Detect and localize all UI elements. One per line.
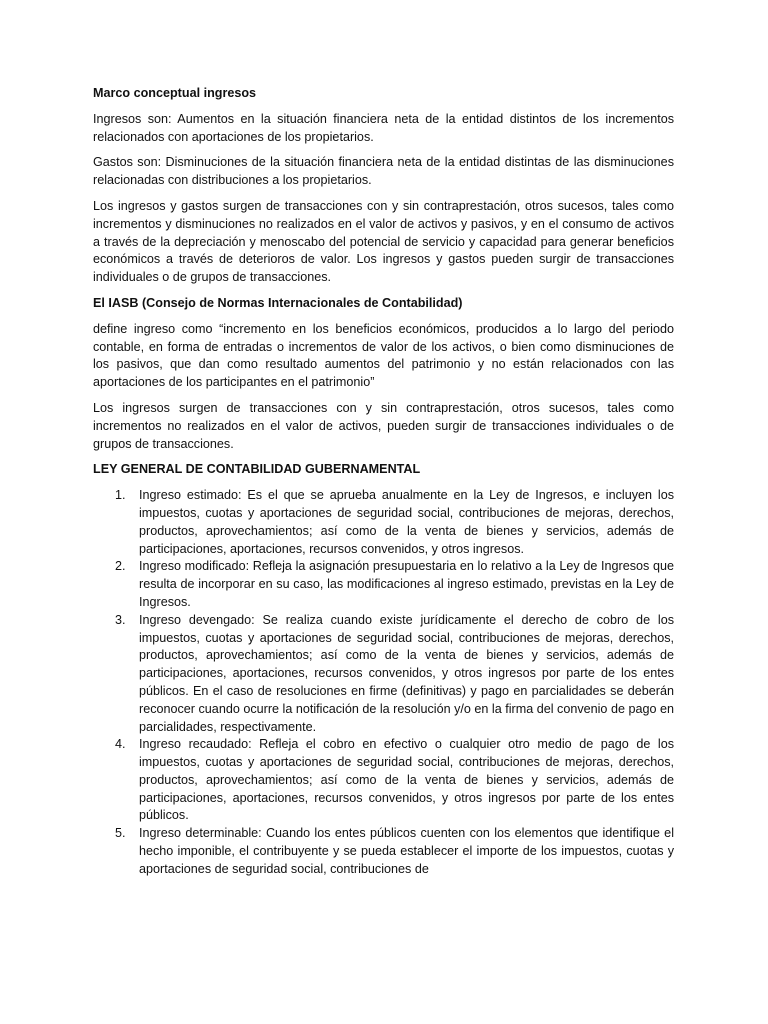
list-item <box>93 736 674 825</box>
list-item <box>93 558 674 611</box>
list-item <box>93 612 674 737</box>
list-item-text: Ingreso determinable: Cuando los entes públicos cuenten con los elementos que identifique el hecho imponible, el contribuyente y se pueda establecer el importe de los impuestos, cuotas y aportaciones de seguridad social, contribuciones de <box>139 826 674 876</box>
document-title: Marco conceptual ingresos <box>93 86 257 100</box>
list-item-number: 1. <box>115 488 126 503</box>
paragraph-iasb-definition: define ingreso como “incremento en los beneficios económicos, producidos a lo largo del periodo contable, en forma de entradas o incrementos de valor de los activos, o bien como disminuciones de los pasivos, que dan como resultado aumentos del patrimonio y no están relacionados con las aportaciones de los participantes en el patrimonio” <box>93 321 674 390</box>
section-heading-ley-general: LEY GENERAL DE CONTABILIDAD GUBERNAMENTAL <box>93 462 421 477</box>
list-item-number: 3. <box>115 612 126 627</box>
section-heading-iasb: El IASB (Consejo de Normas Internacionales de Contabilidad) <box>93 295 463 310</box>
list-item-text: Ingreso recaudado: Refleja el cobro en efectivo o cualquier otro medio de pago de los impuestos, cuotas y aportaciones de seguridad social, contribuciones de mejoras, derechos, productos, aprovechamientos; así como de la venta de bienes y servicios, además de participaciones, aportaciones, recursos convenidos, y otros ingresos por parte de los entes públicos. <box>139 737 674 823</box>
list-item-text: Ingreso modificado: Refleja la asignación presupuestaria en lo relativo a la Ley de Ingresos que resulta de incorporar en su caso, las modificaciones al ingreso estimado, previstas en la Ley de Ingresos. <box>139 559 674 609</box>
ingreso-types-list <box>93 487 674 879</box>
list-item <box>93 825 674 878</box>
document-page <box>93 85 674 879</box>
list-item-number: 4. <box>115 737 126 752</box>
paragraph-gastos-definition: Gastos son: Disminuciones de la situación financiera neta de la entidad distintas de las disminuciones relacionadas con distribuciones a los propietarios. <box>93 155 674 188</box>
list-item-text: Ingreso estimado: Es el que se aprueba anualmente en la Ley de Ingresos, e incluyen los impuestos, cuotas y aportaciones de seguridad social, contribuciones de mejoras, derechos, productos, aprovechamientos; así como de la venta de bienes y servicios, además de participaciones, aportaciones, recursos convenidos, y otros ingresos. <box>139 488 674 556</box>
paragraph-ingresos-gastos-origin: Los ingresos y gastos surgen de transacciones con y sin contraprestación, otros sucesos, tales como incrementos y disminuciones no realizados en el valor de activos y pasivos, y en el consumo de activos a través de la depreciación y menoscabo del potencial de servicio y capacidad para generar beneficios económicos a través de deterioros de valor. Los ingresos y gastos pueden surgir de transacciones individuales o de grupos de transacciones. <box>93 198 674 285</box>
list-item-number: 5. <box>115 826 126 841</box>
paragraph-ingresos-origin: Los ingresos surgen de transacciones con y sin contraprestación, otros sucesos, tales como incrementos no realizados en el valor de activos, pueden surgir de transacciones individuales o de grupos de transacciones. <box>93 400 674 451</box>
list-item-text: Ingreso devengado: Se realiza cuando existe jurídicamente el derecho de cobro de los impuestos, cuotas y aportaciones de seguridad social, contribuciones de mejoras, derechos, productos, aprovechamientos; así como de la venta de bienes y servicios, además de participaciones, aportaciones, recursos convenidos, y otros ingresos por parte de los entes públicos. En el caso de resoluciones en firme (definitivas) y pago en parcialidades se deberán reconocer cuando ocurre la notificación de la resolución y/o en la firma del convenio de pago en parcialidades, respectivamente. <box>139 612 674 734</box>
paragraph-ingresos-definition: Ingresos son: Aumentos en la situación financiera neta de la entidad distintos de los incrementos relacionados con aportaciones de los propietarios. <box>93 111 674 144</box>
list-item-number: 2. <box>115 559 126 574</box>
list-item <box>93 487 674 558</box>
